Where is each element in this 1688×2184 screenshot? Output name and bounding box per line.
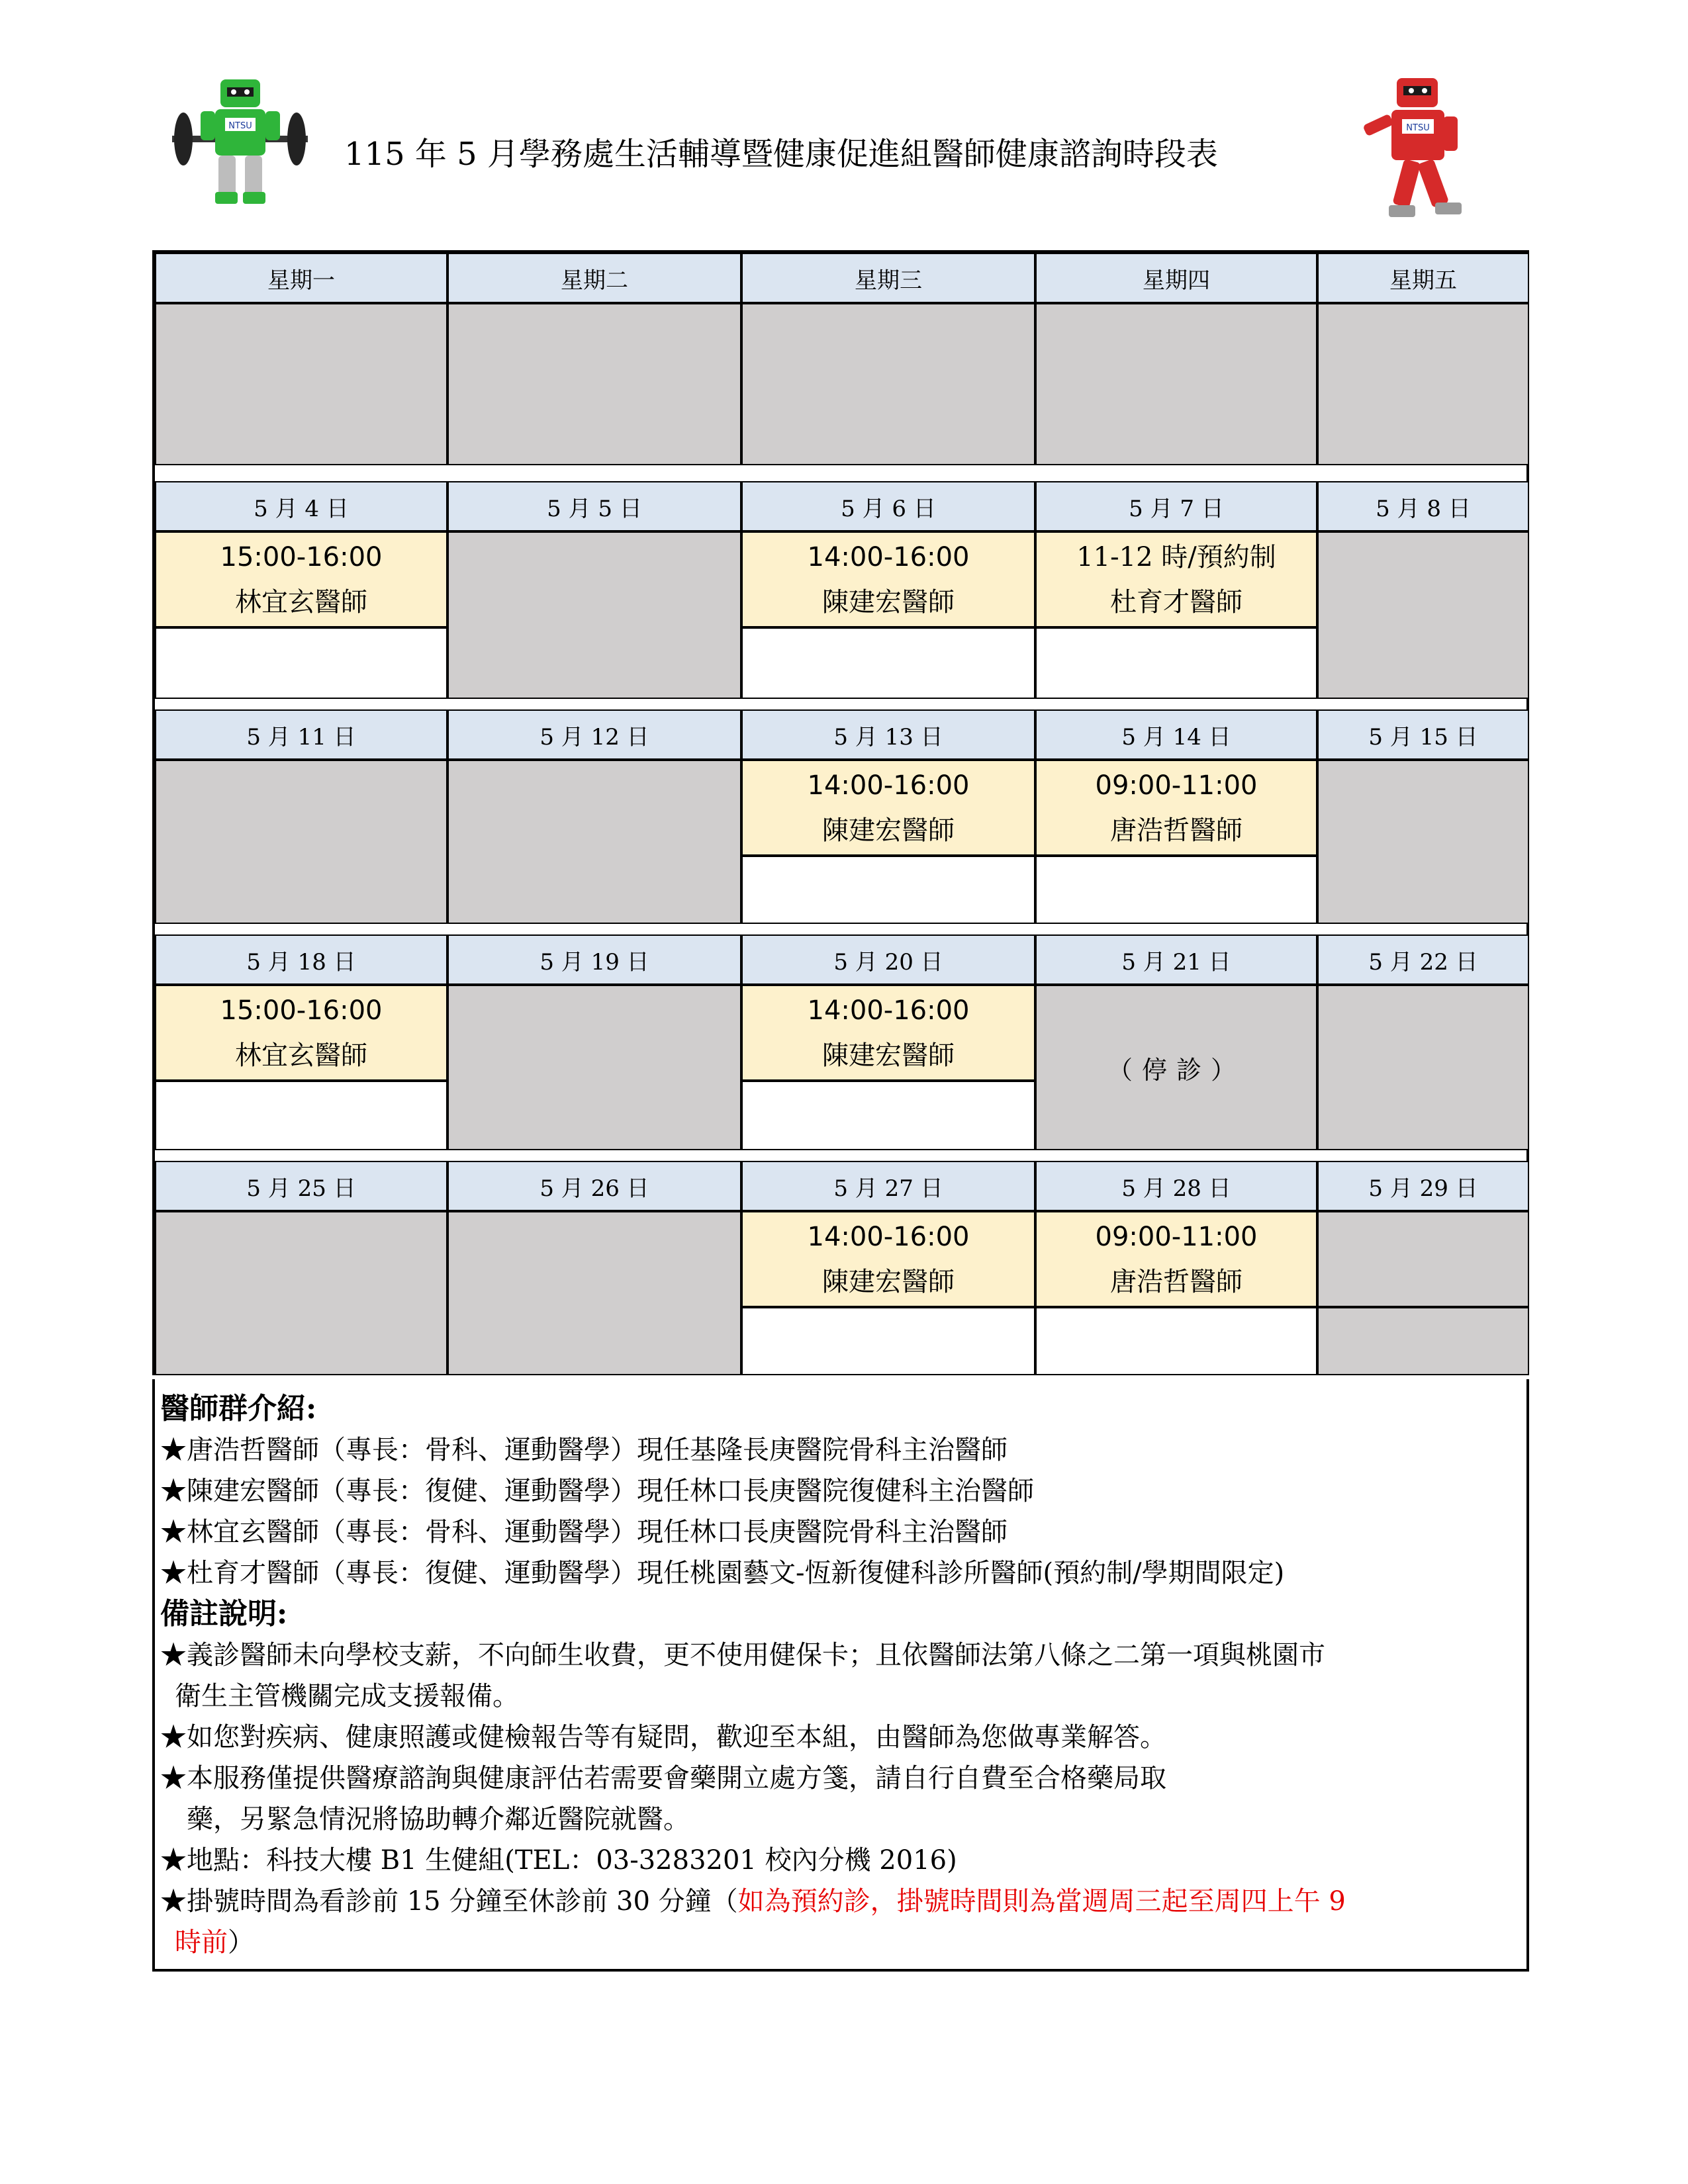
date-cell: 5 月 20 日 — [741, 934, 1035, 985]
registration-highlight: 如為預約診，掛號時間則為當週周三起至周四上午 9 — [737, 1886, 1346, 1917]
closed-cell — [1317, 1307, 1529, 1375]
slot-time: 09:00-11:00 — [1095, 1221, 1258, 1252]
clinic-slot — [155, 531, 447, 627]
registration-highlight: 時前 — [175, 1927, 228, 1958]
svg-text:NTSU: NTSU — [228, 121, 252, 131]
closed-cell — [447, 1211, 741, 1375]
date-cell: 5 月 13 日 — [741, 709, 1035, 760]
notes-heading: 備註說明: — [160, 1597, 288, 1631]
red-robot-runner-icon — [1350, 73, 1489, 232]
svg-text:NTSU: NTSU — [1406, 123, 1430, 133]
clinic-slot — [741, 531, 1035, 627]
date-cell: 5 月 8 日 — [1317, 481, 1529, 531]
empty-cell — [155, 1081, 447, 1150]
date-cell: 5 月 26 日 — [447, 1161, 741, 1211]
weekday-header-wed: 星期三 — [741, 253, 1035, 303]
doctor-intro: ★陳建宏醫師（專長：復健、運動醫學）現任林口長庚醫院復健科主治醫師 — [160, 1476, 1034, 1506]
page-title: 115 年 5 月學務處生活輔導暨健康促進組醫師健康諮詢時段表 — [344, 136, 1218, 173]
date-cell: 5 月 18 日 — [155, 934, 447, 985]
green-robot-weightlifter-icon — [169, 73, 311, 215]
clinic-slot — [1035, 531, 1317, 627]
empty-cell — [155, 627, 447, 699]
slot-time: 15:00-16:00 — [220, 995, 383, 1026]
slot-doctor: 唐浩哲醫師 — [1110, 1266, 1243, 1297]
closed-cell — [447, 531, 741, 699]
empty-cell — [741, 1307, 1035, 1375]
closed-cell — [155, 760, 447, 924]
date-cell: 5 月 25 日 — [155, 1161, 447, 1211]
date-cell: 5 月 15 日 — [1317, 709, 1529, 760]
empty-cell — [741, 1081, 1035, 1150]
note-line: ★義診醫師未向學校支薪，不向師生收費，更不使用健保卡；且依醫師法第八條之二第一項與桃園市 — [160, 1640, 1325, 1670]
clinic-slot — [155, 985, 447, 1081]
empty-cell — [741, 627, 1035, 699]
banner-cell — [1317, 303, 1529, 465]
note-line: ★如您對疾病、健康照護或健檢報告等有疑問，歡迎至本組，由醫師為您做專業解答。 — [160, 1722, 1166, 1752]
weekday-header-thu: 星期四 — [1035, 253, 1317, 303]
date-cell: 5 月 5 日 — [447, 481, 741, 531]
date-cell: 5 月 7 日 — [1035, 481, 1317, 531]
note-line: 衛生主管機關完成支援報備。 — [175, 1681, 519, 1711]
date-cell: 5 月 19 日 — [447, 934, 741, 985]
empty-cell — [741, 856, 1035, 924]
note-line: ★地點：科技大樓 B1 生健組(TEL：03-3283201 校內分機 2016) — [160, 1845, 957, 1876]
slot-doctor: 陳建宏醫師 — [822, 1266, 955, 1297]
info-section — [152, 1379, 1529, 1972]
clinic-slot — [741, 985, 1035, 1081]
date-cell: 5 月 27 日 — [741, 1161, 1035, 1211]
registration-text: ★掛號時間為看診前 15 分鐘至休診前 30 分鐘（ — [160, 1886, 738, 1917]
empty-cell — [1035, 627, 1317, 699]
weekday-header-fri: 星期五 — [1317, 253, 1529, 303]
closed-cell — [1317, 985, 1529, 1150]
slot-time: 15:00-16:00 — [220, 541, 383, 572]
doctors-heading: 醫師群介紹: — [160, 1392, 317, 1426]
closed-cell — [1035, 985, 1317, 1150]
slot-time: 14:00-16:00 — [807, 1221, 970, 1252]
note-line: 藥，另緊急情況將協助轉介鄰近醫院就醫。 — [187, 1804, 690, 1835]
doctor-intro: ★杜育才醫師（專長：復健、運動醫學）現任桃園藝文-恆新復健科診所醫師(預約制/學期間限定) — [160, 1558, 1285, 1588]
closed-cell — [1317, 1211, 1529, 1307]
doctor-intro: ★林宜玄醫師（專長：骨科、運動醫學）現任林口長庚醫院骨科主治醫師 — [160, 1517, 1008, 1547]
slot-doctor: 杜育才醫師 — [1110, 586, 1243, 617]
date-cell: 5 月 22 日 — [1317, 934, 1529, 985]
clinic-slot — [741, 760, 1035, 856]
date-cell: 5 月 14 日 — [1035, 709, 1317, 760]
date-cell: 5 月 29 日 — [1317, 1161, 1529, 1211]
clinic-slot — [1035, 1211, 1317, 1307]
slot-time: 11-12 時/預約制 — [1076, 541, 1276, 572]
date-cell: 5 月 12 日 — [447, 709, 741, 760]
slot-doctor: 陳建宏醫師 — [822, 815, 955, 846]
banner-cell — [155, 303, 447, 465]
closed-cell — [447, 760, 741, 924]
banner-cell — [447, 303, 741, 465]
slot-time: 14:00-16:00 — [807, 995, 970, 1026]
date-cell: 5 月 4 日 — [155, 481, 447, 531]
slot-time: 14:00-16:00 — [807, 770, 970, 801]
closed-cell — [1317, 760, 1529, 924]
banner-cell — [1035, 303, 1317, 465]
note-line — [160, 1881, 1523, 1922]
slot-doctor: 陳建宏醫師 — [822, 1040, 955, 1071]
slot-doctor: 林宜玄醫師 — [235, 1040, 367, 1071]
note-line: ★本服務僅提供醫療諮詢與健康評估若需要會藥開立處方箋，請自行自費至合格藥局取 — [160, 1763, 1166, 1794]
date-cell: 5 月 6 日 — [741, 481, 1035, 531]
date-cell: 5 月 11 日 — [155, 709, 447, 760]
slot-time: 09:00-11:00 — [1095, 770, 1258, 801]
date-cell: 5 月 28 日 — [1035, 1161, 1317, 1211]
clinic-closed-note: （停診） — [1107, 1055, 1245, 1085]
slot-doctor: 陳建宏醫師 — [822, 586, 955, 617]
note-line — [160, 1922, 1523, 1963]
weekday-header-tue: 星期二 — [447, 253, 741, 303]
clinic-slot — [1035, 760, 1317, 856]
empty-cell — [1035, 856, 1317, 924]
weekday-header-mon: 星期一 — [155, 253, 447, 303]
slot-doctor: 唐浩哲醫師 — [1110, 815, 1243, 846]
doctor-intro: ★唐浩哲醫師（專長：骨科、運動醫學）現任基隆長庚醫院骨科主治醫師 — [160, 1435, 1008, 1465]
registration-text: ） — [228, 1927, 254, 1958]
clinic-slot — [741, 1211, 1035, 1307]
empty-cell — [1035, 1307, 1317, 1375]
slot-time: 14:00-16:00 — [807, 541, 970, 572]
closed-cell — [155, 1211, 447, 1375]
schedule-table — [152, 250, 1529, 1375]
slot-doctor: 林宜玄醫師 — [235, 586, 367, 617]
date-cell: 5 月 21 日 — [1035, 934, 1317, 985]
closed-cell — [1317, 531, 1529, 699]
closed-cell — [447, 985, 741, 1150]
banner-cell — [741, 303, 1035, 465]
